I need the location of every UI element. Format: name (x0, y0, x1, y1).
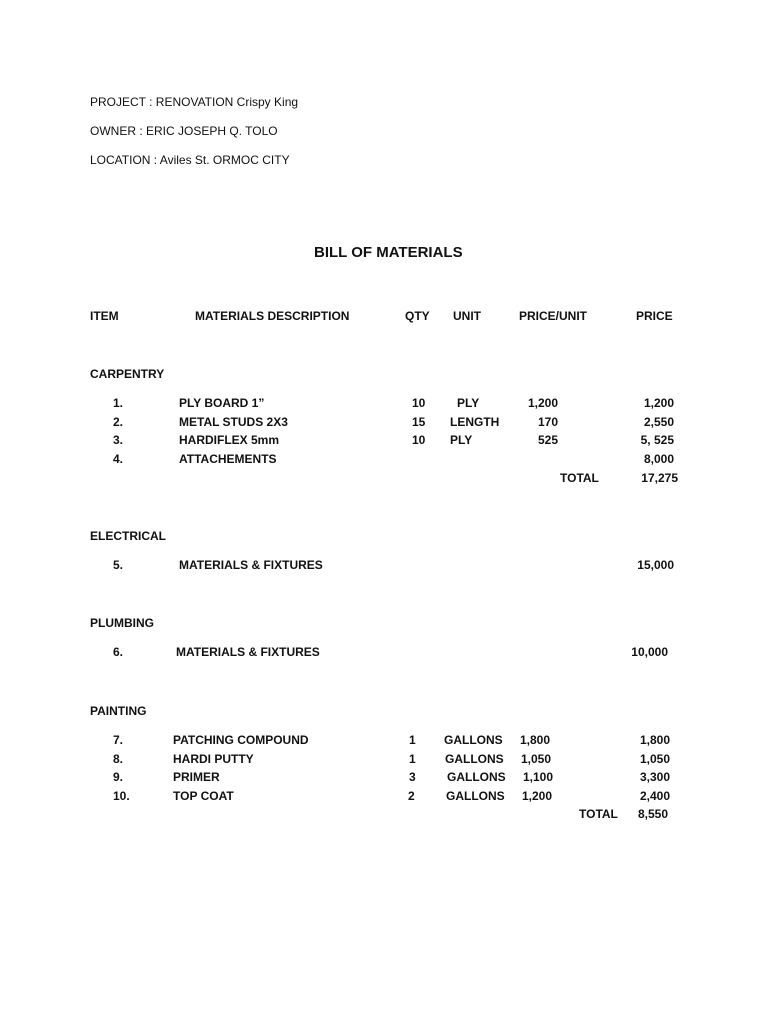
section-label: PLUMBING (90, 616, 154, 630)
document-title: BILL OF MATERIALS (314, 244, 463, 261)
item-price: 1,200 (643, 396, 674, 410)
item-description: MATERIALS & FIXTURES (176, 645, 320, 659)
item-price: 1,050 (639, 752, 670, 766)
item-description: MATERIALS & FIXTURES (179, 558, 323, 572)
total-label: TOTAL (579, 807, 618, 821)
total-value: 8,550 (637, 807, 668, 821)
item-number: 9. (113, 770, 124, 784)
item-unit-price: 1,200 (527, 396, 558, 410)
item-number: 7. (113, 733, 124, 747)
item-unit: PLY (457, 396, 480, 410)
item-number: 2. (113, 415, 124, 429)
item-unit: PLY (450, 433, 473, 447)
item-unit: GALLONS (446, 789, 505, 803)
item-unit-price: 525 (537, 433, 558, 447)
item-description: METAL STUDS 2X3 (179, 415, 288, 429)
item-qty: 1 (409, 752, 416, 766)
item-unit-price: 170 (537, 415, 558, 429)
item-number: 8. (113, 752, 124, 766)
col-description: MATERIALS DESCRIPTION (195, 309, 350, 323)
item-number: 6. (113, 645, 124, 659)
col-price: PRICE (636, 309, 673, 323)
item-qty: 1 (409, 733, 416, 747)
total-value: 17,275 (641, 471, 678, 485)
section-label: CARPENTRY (90, 367, 165, 381)
item-price: 15,000 (637, 558, 674, 572)
item-description: HARDI PUTTY (173, 752, 254, 766)
col-price-unit: PRICE/UNIT (519, 309, 588, 323)
item-qty: 2 (408, 789, 415, 803)
item-number: 5. (113, 558, 124, 572)
item-description: ATTACHEMENTS (179, 452, 277, 466)
item-description: PLY BOARD 1” (179, 396, 265, 410)
item-unit-price: 1,800 (520, 733, 551, 747)
item-unit: GALLONS (447, 770, 506, 784)
item-unit-price: 1,100 (523, 770, 554, 784)
item-description: PATCHING COMPOUND (173, 733, 309, 747)
location-line: LOCATION : Aviles St. ORMOC CITY (90, 153, 290, 167)
total-label: TOTAL (560, 471, 599, 485)
item-description: HARDIFLEX 5mm (179, 433, 280, 447)
section-label: PAINTING (90, 704, 147, 718)
item-description: TOP COAT (173, 789, 234, 803)
item-unit: GALLONS (444, 733, 503, 747)
item-unit-price: 1,050 (521, 752, 552, 766)
item-description: PRIMER (173, 770, 220, 784)
item-price: 1,800 (639, 733, 670, 747)
item-qty: 15 (412, 415, 426, 429)
item-price: 2,550 (643, 415, 674, 429)
item-qty: 10 (412, 396, 426, 410)
item-unit: GALLONS (445, 752, 504, 766)
item-price: 10,000 (631, 645, 668, 659)
owner-line: OWNER : ERIC JOSEPH Q. TOLO (90, 124, 278, 138)
item-number: 10. (113, 789, 130, 803)
item-price: 8,000 (643, 452, 674, 466)
col-unit: UNIT (453, 309, 481, 323)
col-qty: QTY (405, 309, 430, 323)
item-price: 5, 525 (640, 433, 674, 447)
item-price: 2,400 (639, 789, 670, 803)
item-qty: 3 (409, 770, 416, 784)
item-number: 4. (113, 452, 124, 466)
project-line: PROJECT : RENOVATION Crispy King (90, 95, 299, 109)
item-unit-price: 1,200 (522, 789, 553, 803)
item-qty: 10 (412, 433, 426, 447)
item-number: 1. (113, 396, 124, 410)
section-label: ELECTRICAL (90, 529, 166, 543)
item-number: 3. (113, 433, 124, 447)
col-item: ITEM (90, 309, 119, 323)
item-unit: LENGTH (450, 415, 500, 429)
item-price: 3,300 (639, 770, 670, 784)
